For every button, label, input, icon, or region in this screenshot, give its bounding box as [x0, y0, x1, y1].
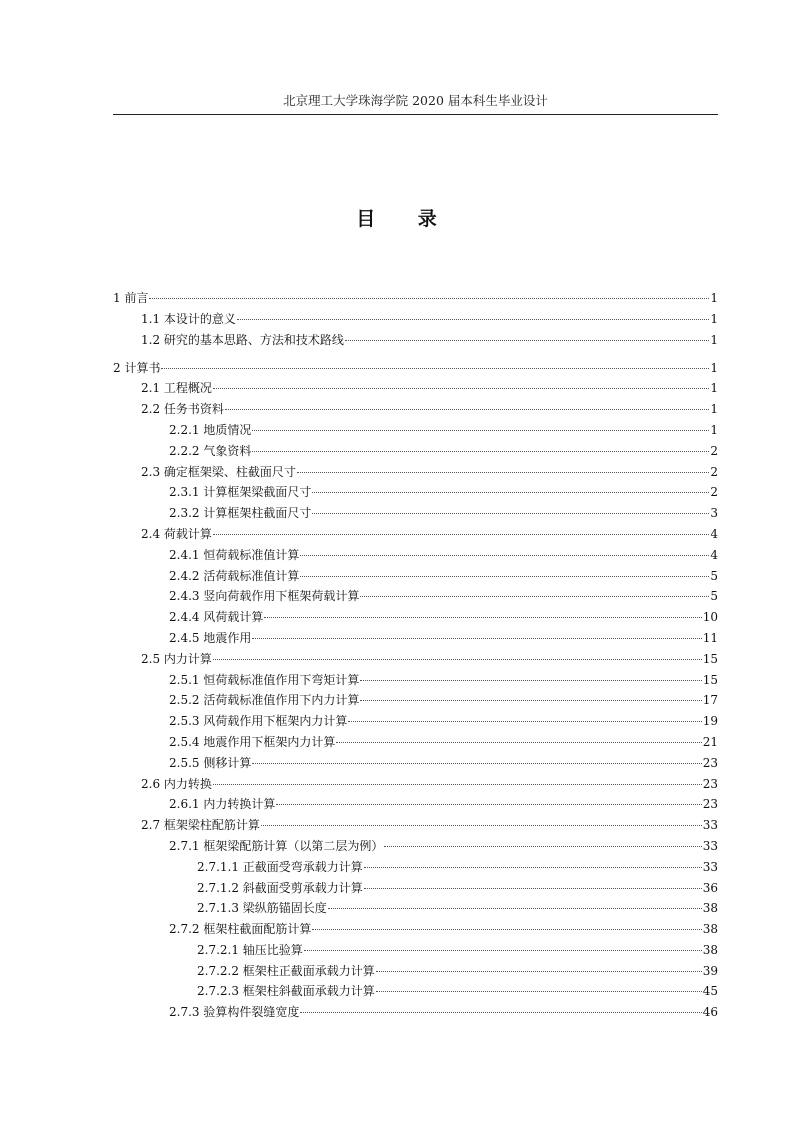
toc-entry-label: 2.7.3 验算构件裂缝宽度 — [169, 1005, 300, 1020]
toc-entry-2-5-1[interactable] — [113, 670, 718, 691]
dot-leader — [276, 803, 701, 805]
toc-entry-2-4-4[interactable] — [113, 607, 718, 628]
toc-entry-page: 38 — [702, 901, 718, 916]
toc-entry-2-5-2[interactable] — [113, 690, 718, 711]
dot-leader — [252, 762, 701, 764]
toc-entry-label: 2.7 框架梁柱配筋计算 — [141, 818, 260, 833]
toc-entry-2-7-1-1[interactable] — [113, 857, 718, 878]
toc-entry-page: 33 — [702, 859, 718, 874]
toc-entry-label: 2.5.2 活荷载标准值作用下内力计算 — [169, 693, 360, 708]
toc-entry-label: 2.2 任务书资料 — [141, 402, 224, 417]
toc-entry-label: 2.4.2 活荷载标准值计算 — [169, 568, 300, 583]
toc-entry-page: 19 — [702, 714, 718, 729]
toc-entry-page: 23 — [702, 776, 718, 791]
toc-entry-label: 1 前言 — [113, 291, 149, 305]
toc-entry-page: 38 — [702, 942, 718, 957]
dot-leader — [345, 339, 709, 341]
toc-entry-label: 2.3.1 计算框架梁截面尺寸 — [169, 485, 312, 500]
toc-entry-page: 1 — [710, 291, 718, 305]
toc-entry-page: 1 — [710, 381, 718, 396]
toc-entry-1[interactable] — [113, 288, 718, 309]
toc-entry-label: 2.5.5 侧移计算 — [169, 755, 252, 770]
toc-entry-label: 2.5.3 风荷载作用下框架内力计算 — [169, 714, 348, 729]
toc-entry-2-3[interactable] — [113, 462, 718, 483]
toc-entry-2-4-3[interactable] — [113, 586, 718, 607]
dot-leader — [237, 318, 709, 320]
toc-entry-1-2[interactable] — [113, 330, 718, 351]
dot-leader — [213, 783, 702, 785]
toc-entry-page: 23 — [702, 797, 718, 812]
toc-entry-2-4-2[interactable] — [113, 566, 718, 587]
toc-entry-page: 45 — [702, 984, 718, 999]
dot-leader — [300, 575, 709, 577]
dot-leader — [336, 741, 701, 743]
toc-entry-label: 1.2 研究的基本思路、方法和技术路线 — [141, 332, 344, 347]
toc-entry-label: 2.4.3 竖向荷载作用下框架荷载计算 — [169, 589, 360, 604]
toc-entry-page: 4 — [710, 547, 718, 562]
toc-entry-label: 2.7.1.1 正截面受弯承载力计算 — [197, 859, 363, 874]
toc-entry-label: 2.7.2.3 框架柱斜截面承载力计算 — [197, 984, 375, 999]
toc-entry-2-5[interactable] — [113, 649, 718, 670]
toc-entry-label: 2.7.2.2 框架柱正截面承载力计算 — [197, 963, 375, 978]
toc-entry-label: 2.4.4 风荷载计算 — [169, 610, 264, 625]
toc-entry-1-1[interactable] — [113, 309, 718, 330]
toc-entry-label: 2.5 内力计算 — [141, 651, 212, 666]
toc-entry-page: 5 — [710, 589, 718, 604]
toc-entry-2-2-2[interactable] — [113, 441, 718, 462]
dot-leader — [300, 554, 709, 556]
dot-leader — [364, 866, 702, 868]
toc-entry-page: 36 — [702, 880, 718, 895]
dot-leader — [312, 512, 709, 514]
toc-entry-page: 1 — [710, 422, 718, 437]
toc-entry-label: 2.4.1 恒荷载标准值计算 — [169, 547, 300, 562]
dot-leader — [252, 637, 701, 639]
toc-entry-page: 33 — [702, 818, 718, 833]
running-header: 北京理工大学珠海学院 2020 届本科生毕业设计 — [283, 93, 548, 108]
toc-entry-page: 5 — [710, 568, 718, 583]
dot-leader — [225, 408, 709, 410]
toc-entry-label: 2.7.1 框架梁配筋计算（以第二层为例） — [169, 838, 384, 853]
dot-leader — [213, 533, 709, 535]
dot-leader — [252, 429, 709, 431]
toc-entry-page: 1 — [710, 311, 718, 326]
dot-leader — [364, 887, 702, 889]
toc-entry-2-3-1[interactable] — [113, 482, 718, 503]
toc-entry-label: 2.7.2.1 轴压比验算 — [197, 942, 303, 957]
toc-entry-label: 2.6 内力转换 — [141, 776, 212, 791]
toc-entry-page: 1 — [710, 332, 718, 347]
toc-entry-page: 15 — [702, 672, 718, 687]
toc-entry-label: 2.3.2 计算框架柱截面尺寸 — [169, 506, 312, 521]
dot-leader — [252, 450, 709, 452]
dot-leader — [376, 990, 702, 992]
toc-entry-page: 4 — [710, 526, 718, 541]
toc-entry-label: 2.4 荷载计算 — [141, 526, 212, 541]
dot-leader — [297, 471, 709, 473]
toc-entry-page: 1 — [710, 360, 718, 375]
toc-entry-2-3-2[interactable] — [113, 503, 718, 524]
toc-entry-label: 2.3 确定框架梁、柱截面尺寸 — [141, 464, 296, 479]
toc-entry-2-5-5[interactable] — [113, 753, 718, 774]
toc-entry-2-7-1-2[interactable] — [113, 878, 718, 899]
toc-entry-2-6-1[interactable] — [113, 794, 718, 815]
dot-leader — [312, 491, 709, 493]
dot-leader — [348, 720, 701, 722]
toc-entry-2-4[interactable] — [113, 524, 718, 545]
toc-entry-2-7-2[interactable] — [113, 919, 718, 940]
toc-entry-page: 15 — [702, 651, 718, 666]
dot-leader — [312, 928, 701, 930]
dot-leader — [213, 387, 709, 389]
toc-entry-page: 10 — [702, 610, 718, 625]
toc-entry-2-2[interactable] — [113, 399, 718, 420]
toc-entry-label: 2.1 工程概况 — [141, 381, 212, 396]
toc-entry-2-7[interactable] — [113, 815, 718, 836]
toc-entry-2-7-1[interactable] — [113, 836, 718, 857]
toc-entry-label: 2.2.2 气象资料 — [169, 443, 252, 458]
toc-entry-page: 2 — [710, 443, 718, 458]
toc-entry-2-2-1[interactable] — [113, 420, 718, 441]
dot-leader — [149, 297, 709, 299]
dot-leader — [360, 699, 701, 701]
toc-entry-2-7-1-3[interactable] — [113, 898, 718, 919]
toc-entry-2-7-2-1[interactable] — [113, 940, 718, 961]
toc-entry-2-7-2-2[interactable] — [113, 961, 718, 982]
toc-entry-label: 2.5.1 恒荷载标准值作用下弯矩计算 — [169, 672, 360, 687]
dot-leader — [213, 658, 702, 660]
dot-leader — [304, 949, 702, 951]
toc-entry-label: 2.5.4 地震作用下框架内力计算 — [169, 734, 336, 749]
dot-leader — [264, 616, 701, 618]
toc-entry-page: 17 — [702, 693, 718, 708]
toc-entry-page: 2 — [710, 485, 718, 500]
toc-entry-2-4-5[interactable] — [113, 628, 718, 649]
dot-leader — [161, 367, 709, 369]
toc-entry-label: 2.7.1.3 梁纵筋锚固长度 — [197, 901, 327, 916]
table-of-contents — [113, 288, 718, 1023]
toc-entry-2-7-2-3[interactable] — [113, 981, 718, 1002]
toc-entry-2-5-3[interactable] — [113, 711, 718, 732]
dot-leader — [384, 845, 701, 847]
toc-entry-label: 2.7.2 框架柱截面配筋计算 — [169, 922, 312, 937]
toc-entry-label: 2.6.1 内力转换计算 — [169, 797, 276, 812]
toc-entry-2-7-3[interactable] — [113, 1002, 718, 1023]
toc-entry-page: 11 — [702, 630, 718, 645]
dot-leader — [261, 824, 702, 826]
dot-leader — [376, 970, 702, 972]
toc-entry-label: 2 计算书 — [113, 360, 161, 375]
toc-entry-page: 46 — [702, 1005, 718, 1020]
toc-entry-page: 23 — [702, 755, 718, 770]
header-divider — [113, 114, 718, 115]
toc-entry-2-6[interactable] — [113, 774, 718, 795]
toc-entry-2-1[interactable] — [113, 378, 718, 399]
dot-leader — [360, 595, 709, 597]
toc-entry-label: 1.1 本设计的意义 — [141, 311, 236, 326]
toc-entry-label: 2.2.1 地质情况 — [169, 422, 252, 437]
dot-leader — [328, 907, 702, 909]
toc-entry-2-4-1[interactable] — [113, 545, 718, 566]
toc-entry-page: 2 — [710, 464, 718, 479]
dot-leader — [360, 679, 701, 681]
toc-entry-label: 2.7.1.2 斜截面受剪承载力计算 — [197, 880, 363, 895]
toc-entry-page: 21 — [702, 734, 718, 749]
dot-leader — [300, 1011, 701, 1013]
toc-entry-page: 38 — [702, 922, 718, 937]
toc-entry-2[interactable] — [113, 358, 718, 379]
toc-entry-page: 3 — [710, 506, 718, 521]
toc-entry-page: 1 — [710, 402, 718, 417]
toc-entry-page: 33 — [702, 838, 718, 853]
toc-entry-2-5-4[interactable] — [113, 732, 718, 753]
toc-entry-label: 2.4.5 地震作用 — [169, 630, 252, 645]
toc-entry-page: 39 — [702, 963, 718, 978]
page-title: 目 录 — [356, 208, 455, 230]
